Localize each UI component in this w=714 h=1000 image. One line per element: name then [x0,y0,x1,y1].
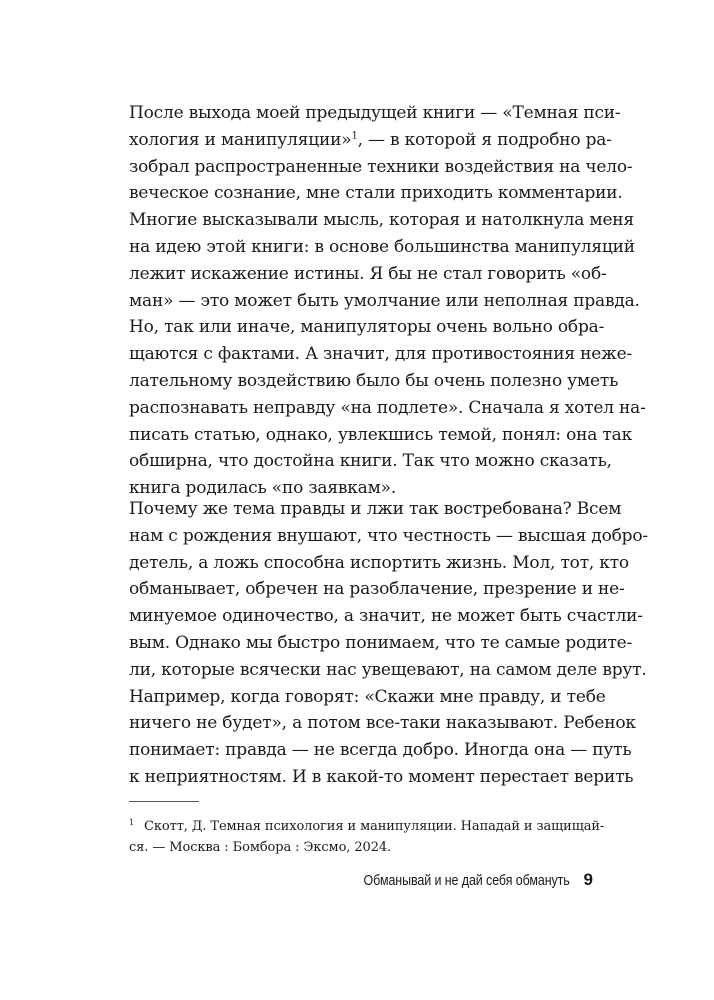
footnote [129,816,605,858]
text-line: лежит искажение истины. Я бы не стал говорить «об- [129,263,607,284]
text-line: вым. Однако мы быстро понимаем, что те самые родите- [129,632,633,653]
text-line: Почему же тема правды и лжи так востребована? Всем [129,499,622,519]
text-line: детель, а ложь способна испортить жизнь. Мол, тот, кто [129,552,629,573]
text-line: на идею этой книги: в основе большинства манипуляций [129,236,635,257]
text-line: писать статью, однако, увлекшись темой, понял: она так [129,424,633,445]
text-line: ничего не будет», а потом все-таки наказывают. Ребенок [129,713,636,734]
text-line: ман» — это может быть умолчание или неполная правда. [129,290,640,311]
text-line: щаются с фактами. А значит, для противостояния неже- [129,344,632,365]
text-line: нам с рождения внушают, что честность — высшая добро- [129,525,648,546]
footnote-divider [129,801,199,802]
text-fragment: , — в которой я подробно ра- [357,129,612,150]
text-line: После выхода моей предыдущей книги — «Темная пси- [129,103,621,123]
footnote-number: 1 [129,817,134,827]
text-line: Например, когда говорят: «Скажи мне правду, и тебе [129,686,606,707]
text-line: к неприятностям. И в какой-то момент перестает верить [129,766,634,787]
footnote-reference: 1 [351,130,358,142]
text-line: обманывает, обречен на разоблачение, презрение и не- [129,579,625,600]
text-line: Многие высказывали мысль, которая и натолкнула меня [129,210,634,231]
running-title: Обманывай и не дай себя обмануть [363,873,570,889]
text-line: зобрал распространенные техники воздействия на чело- [129,156,633,177]
text-line: лательному воздействию было бы очень полезно уметь [129,370,619,391]
text-line: книга родилась «по заявкам». [129,478,397,499]
footnote-line: ся. — Москва : Бомбора : Эксмо, 2024. [129,840,392,855]
text-line: распознавать неправду «на подлете». Сначала я хотел на- [129,397,646,418]
text-line: веческое сознание, мне стали приходить комментарии. [129,183,623,204]
footnote-line [129,816,605,837]
text-line [129,127,612,154]
paragraph-1 [129,100,646,502]
text-line: понимает: правда — не всегда добро. Иногда она — путь [129,740,632,761]
text-line: обширна, что достойна книги. Так что можно сказать, [129,451,612,472]
text-fragment: хология и манипуляции» [129,129,352,150]
running-footer [330,870,593,890]
text-line: ли, которые всячески нас увещевают, на самом деле врут. [129,659,647,680]
footnote-text: Скотт, Д. Темная психология и манипуляции. Нападай и защищай- [144,819,605,834]
text-line: минуемое одиночество, а значит, не может быть счастли- [129,606,643,627]
paragraph-2 [129,496,648,791]
text-line: Но, так или иначе, манипуляторы очень вольно обра- [129,317,605,338]
page-number: 9 [583,870,593,889]
